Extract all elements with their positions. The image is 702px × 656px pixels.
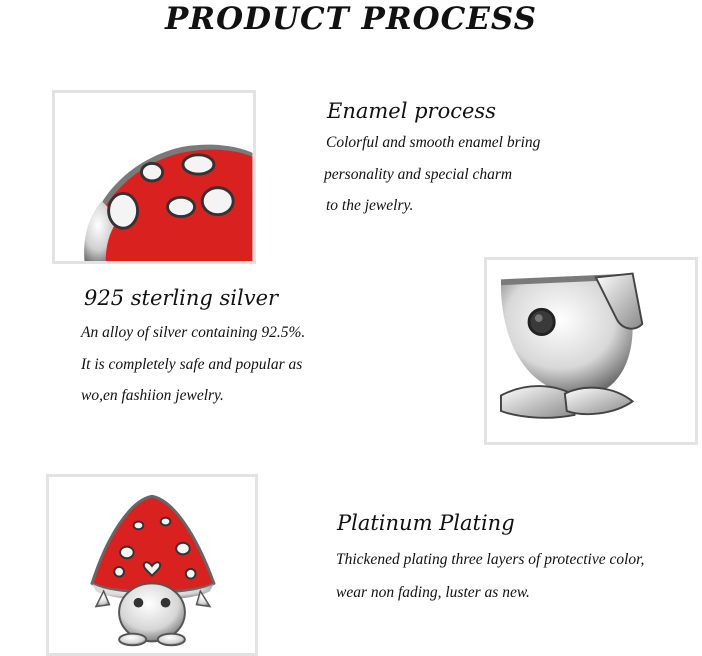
- silver-closeup-icon: [487, 260, 695, 442]
- enamel-line-1: Colorful and smooth enamel bring: [326, 134, 541, 151]
- enamel-closeup-icon: [55, 93, 253, 261]
- mushroom-image: [46, 474, 258, 656]
- silver-line-1: An alloy of silver containing 92.5%.: [81, 324, 306, 341]
- enamel-line-2: personality and special charm: [324, 166, 513, 183]
- silver-heading: 925 sterling silver: [84, 286, 279, 310]
- enamel-image: [52, 90, 256, 264]
- plating-heading: Platinum Plating: [337, 511, 515, 535]
- page-title: PRODUCT PROCESS: [165, 1, 537, 37]
- enamel-heading: Enamel process: [327, 99, 496, 123]
- plating-line-1: Thickened plating three layers of protective color,: [336, 551, 645, 568]
- silver-line-3: wo,en fashiion jewelry.: [81, 387, 224, 404]
- enamel-line-3: to the jewelry.: [326, 197, 414, 214]
- mushroom-charm-icon: [49, 477, 255, 653]
- silver-line-2: It is completely safe and popular as: [81, 356, 303, 373]
- plating-line-2: wear non fading, luster as new.: [336, 584, 530, 601]
- silver-image: [484, 257, 698, 445]
